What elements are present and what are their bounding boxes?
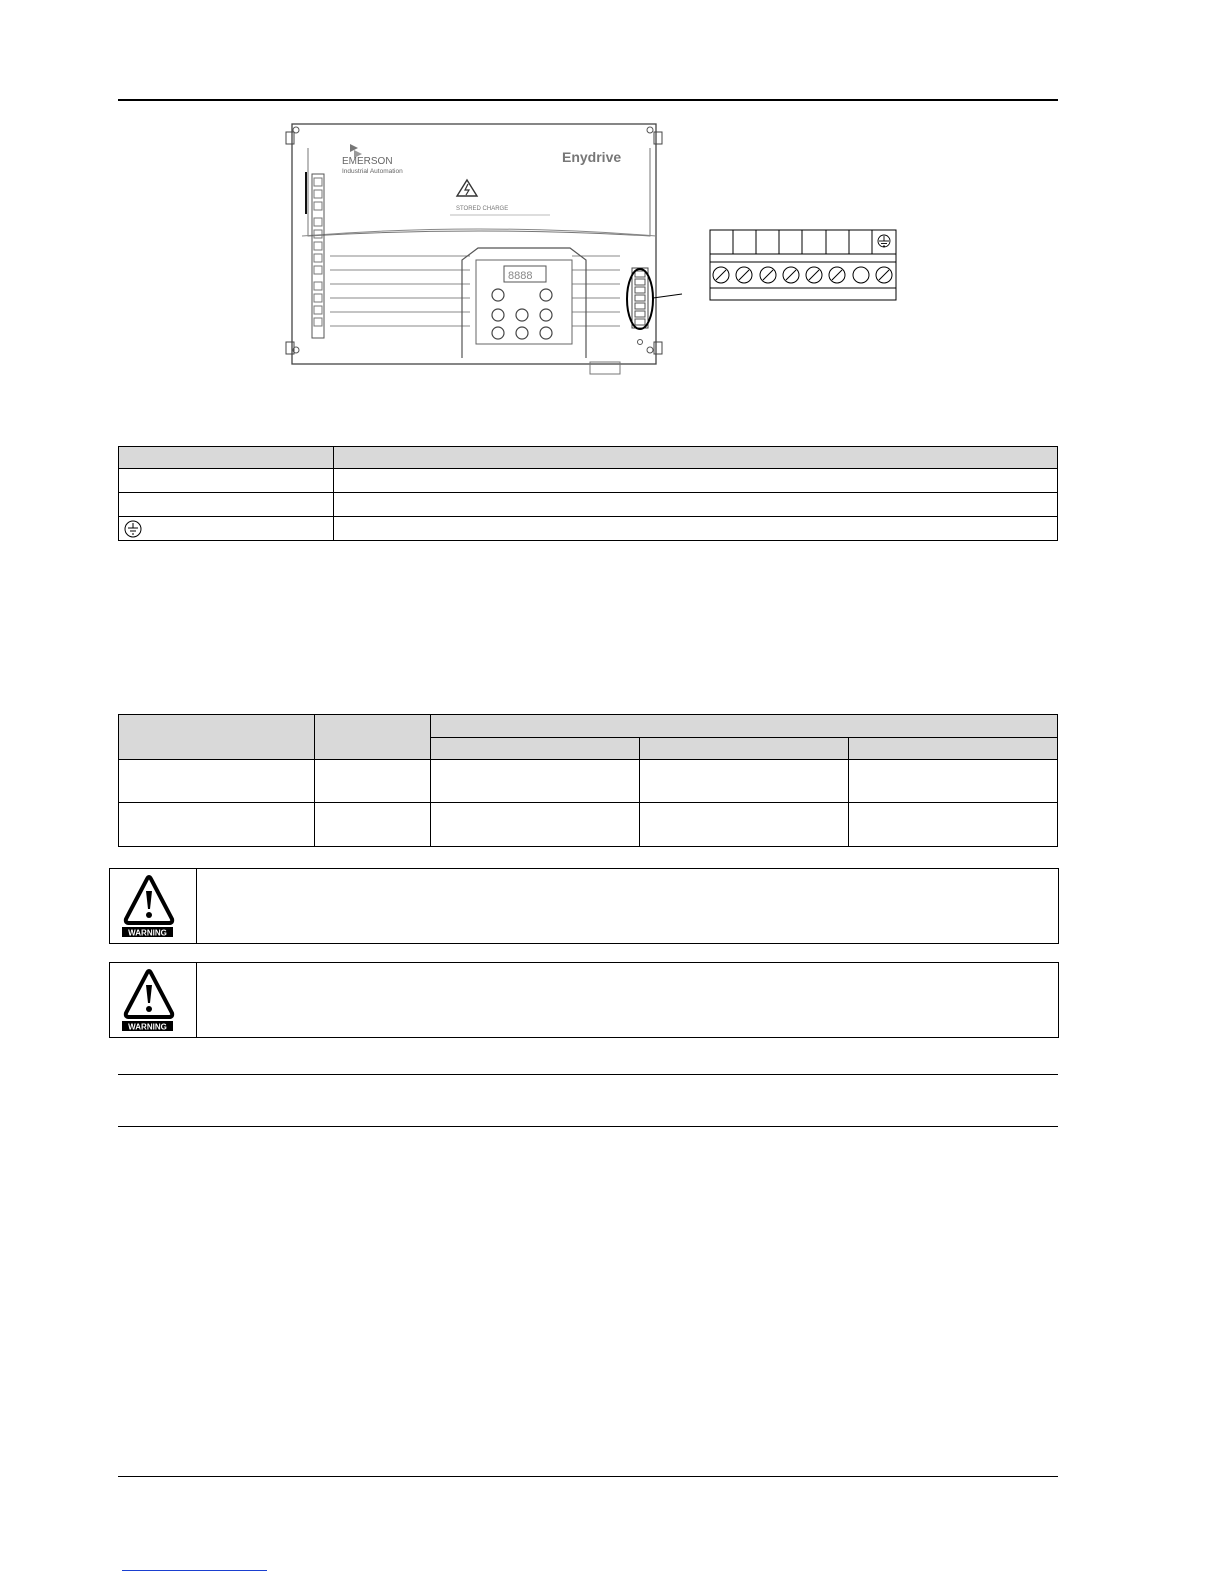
warning-box [109, 962, 1059, 1038]
rating-table [118, 714, 1058, 847]
drive-figure [280, 118, 700, 388]
brand-logo: EMERSON [342, 156, 393, 167]
table-row [119, 517, 1058, 541]
table-row [119, 493, 1058, 517]
terminal-screws [713, 267, 892, 283]
warning-label: WARNING [128, 928, 167, 938]
table-header-cell [431, 715, 1058, 738]
terminal-function-table [118, 446, 1058, 541]
footer-link[interactable] [122, 1570, 267, 1571]
note-rule-bottom [118, 1126, 1058, 1127]
table-row [119, 469, 1058, 493]
brand-sub: Industrial Automation [342, 168, 403, 175]
header-rule [118, 99, 1058, 101]
table-header-cell [849, 738, 1058, 760]
warning-box [109, 868, 1059, 944]
ground-icon [123, 519, 143, 539]
table-row [119, 760, 1058, 803]
cover-label: STORED CHARGE [456, 206, 509, 212]
table-header-cell [640, 738, 849, 760]
table-header-cell [334, 447, 1058, 469]
warning-triangle-icon [110, 869, 196, 943]
keypad-buttons [492, 289, 552, 339]
table-header-cell [315, 715, 431, 760]
table-header-cell [119, 715, 315, 760]
footer-rule [118, 1476, 1058, 1477]
warning-triangle-icon [110, 963, 196, 1037]
warning-icon-cell [110, 963, 197, 1037]
product-logo: Enydrive [562, 149, 622, 165]
shock-hazard-icon [457, 180, 477, 196]
warning-label: WARNING [128, 1022, 167, 1032]
table-header-row [119, 715, 1058, 738]
table-header-cell [431, 738, 640, 760]
ground-icon [878, 235, 890, 247]
warning-icon-cell [110, 869, 197, 943]
keypad-display: 8888 [508, 270, 533, 282]
note-rule-top [118, 1074, 1058, 1075]
terminal-block-diagram [706, 226, 902, 304]
table-header-row [119, 447, 1058, 469]
table-header-cell [119, 447, 334, 469]
table-row [119, 803, 1058, 847]
